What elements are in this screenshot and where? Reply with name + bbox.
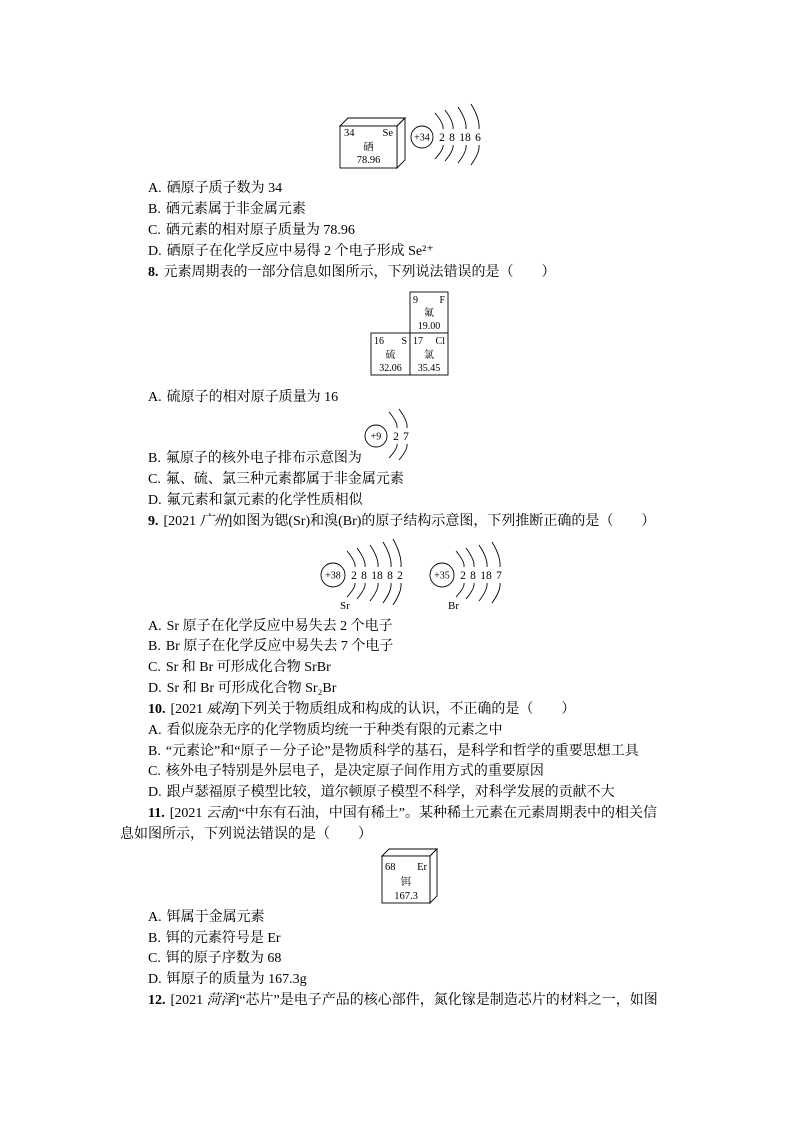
element-name: 氯	[424, 350, 434, 361]
q10-stem	[148, 699, 575, 720]
shell-electron-count: 8	[361, 570, 367, 582]
option-text: 跟卢瑟福原子模型比较，道尔顿原子模型不科学，对科学发展的贡献不大	[166, 785, 615, 800]
shell-electron-count: 8	[470, 570, 476, 582]
q8-option-c	[148, 469, 404, 490]
selenium-atom-diagram	[400, 95, 490, 180]
q11-stem-line2	[120, 824, 372, 845]
q7-option-b	[148, 199, 306, 220]
strontium-label: Sr	[340, 600, 350, 612]
option-label: C.	[148, 951, 161, 966]
option-text: 硒原子质子数为 34	[166, 181, 283, 196]
source-place: 菏泽	[206, 993, 235, 1008]
shell-electron-count: 18	[371, 570, 383, 582]
element-name: 硒	[363, 142, 374, 153]
question-stem: ]如图为锶(Sr)和溴(Br)的原子结构示意图，下列推断正确的是（ ）	[227, 514, 656, 529]
card-top-face	[340, 118, 405, 126]
q11-stem-line1	[148, 803, 657, 824]
option-text: Br 原子在化学反应中易失去 7 个电子	[165, 639, 394, 654]
option-label: C.	[148, 660, 161, 675]
source-prefix: [2021	[163, 514, 200, 529]
option-text: Sr 和 Br 可形成化合物 SrBr	[165, 660, 331, 675]
element-symbol: F	[439, 295, 445, 306]
periodic-table-fragment	[368, 289, 452, 379]
q10-option-a	[148, 720, 503, 741]
q8-option-b	[148, 448, 362, 469]
element-symbol: Cl	[435, 336, 445, 347]
q9-stem	[148, 511, 655, 532]
option-text: 看似庞杂无序的化学物质均统一于种类有限的元素之中	[166, 723, 503, 738]
option-text: Sr 和 Br 可形成化合物 Sr₂Br	[166, 681, 337, 696]
question-stem-continued: 息如图所示，下列说法错误的是（ ）	[120, 827, 372, 842]
option-label: B.	[148, 931, 161, 946]
shell-electron-count: 2	[439, 132, 445, 144]
question-number: 9.	[148, 514, 159, 529]
source-place: 广州	[199, 514, 228, 529]
nucleus-charge: +35	[434, 570, 450, 582]
element-name: 氟	[424, 308, 434, 319]
option-text: 核外电子特别是外层电子，是决定原子间作用方式的重要原因	[165, 764, 544, 779]
option-text: 铒的元素符号是 Er	[165, 931, 281, 946]
nucleus-charge: +34	[414, 132, 430, 144]
option-text: 硫原子的相对原子质量为 16	[166, 390, 339, 405]
q10-option-c	[148, 761, 544, 782]
q7-option-c	[148, 220, 355, 241]
atomic-mass: 19.00	[417, 321, 441, 332]
option-label: A.	[148, 619, 162, 634]
option-label: A.	[148, 723, 162, 738]
option-text: 氟元素和氯元素的化学性质相似	[166, 493, 363, 508]
atomic-number: 9	[413, 295, 418, 306]
element-name: 铒	[400, 877, 412, 888]
shell-electron-count: 8	[387, 570, 393, 582]
element-cell-fluorine	[410, 292, 448, 333]
shell-electron-count: 7	[496, 570, 502, 582]
source-place: 云南	[205, 806, 234, 821]
option-label: D.	[148, 972, 162, 987]
q10-option-b	[148, 741, 639, 762]
shell-electron-count: 18	[459, 132, 471, 144]
fluorine-atom-diagram	[355, 405, 420, 467]
atomic-mass: 32.06	[379, 363, 402, 374]
option-text: 铒原子的质量为 167.3g	[166, 972, 307, 987]
card-side-face	[430, 849, 437, 903]
source-place: 威海	[206, 702, 235, 717]
atomic-mass: 167.3	[394, 891, 418, 902]
q8-option-a	[148, 387, 338, 408]
option-label: C.	[148, 764, 161, 779]
question-stem: 元素周期表的一部分信息如图所示，下列说法错误的是（ ）	[163, 265, 556, 280]
option-label: B.	[148, 744, 161, 759]
card-top-face	[382, 849, 437, 856]
question-stem: ]“中东有石油，中国有稀土”。某种稀土元素在元素周期表中的相关信	[233, 806, 657, 821]
source-prefix: [2021	[170, 702, 207, 717]
q11-option-a	[148, 907, 265, 928]
question-stem: ]下列关于物质组成和构成的认识，不正确的是（ ）	[234, 702, 576, 717]
nucleus-charge: +9	[370, 431, 382, 443]
bromine-label: Br	[448, 600, 459, 612]
option-label: A.	[148, 390, 162, 405]
question-number: 8.	[148, 265, 159, 280]
option-label: C.	[148, 472, 161, 487]
element-symbol: Se	[382, 128, 393, 139]
q11-option-d	[148, 969, 307, 990]
q8-option-d	[148, 490, 363, 511]
option-text: “元素论”和“原子－分子论”是物质科学的基石，是科学和哲学的重要思想工具	[165, 744, 639, 759]
q11-option-b	[148, 928, 281, 949]
source-prefix: [2021	[170, 993, 207, 1008]
q9-option-c	[148, 657, 331, 678]
option-text: 氟、硫、氯三种元素都属于非金属元素	[165, 472, 404, 487]
option-label: A.	[148, 181, 162, 196]
element-cell-sulfur	[371, 333, 410, 375]
question-number: 12.	[148, 993, 166, 1008]
atomic-number: 17	[413, 336, 423, 347]
atomic-number: 34	[344, 128, 355, 139]
atomic-mass: 35.45	[417, 363, 441, 374]
atomic-mass: 78.96	[356, 155, 381, 166]
option-text: 氟原子的核外电子排布示意图为	[165, 451, 362, 466]
shell-electron-count: 18	[480, 570, 492, 582]
element-name: 硫	[385, 350, 396, 361]
shell-electron-count: 8	[449, 132, 455, 144]
atomic-number: 16	[374, 336, 384, 347]
shell-electron-count: 2	[351, 570, 357, 582]
nucleus-charge: +38	[325, 570, 341, 582]
option-label: D.	[148, 244, 162, 259]
option-text: 铒属于金属元素	[166, 910, 265, 925]
element-symbol: S	[401, 336, 407, 347]
option-label: A.	[148, 910, 162, 925]
q12-stem	[148, 990, 658, 1011]
shell-electron-count: 2	[397, 570, 403, 582]
q9-option-a	[148, 616, 393, 637]
question-number: 11.	[148, 806, 165, 821]
bromine-atom-diagram	[418, 532, 508, 614]
q8-stem	[148, 262, 556, 283]
erbium-element-card	[378, 843, 442, 907]
option-text: 硒元素的相对原子质量为 78.96	[165, 223, 355, 238]
option-text: 铒的原子序数为 68	[165, 951, 282, 966]
source-prefix: [2021	[169, 806, 206, 821]
q9-option-d	[148, 678, 336, 699]
q7-option-a	[148, 178, 282, 199]
shell-electron-count: 6	[475, 132, 481, 144]
option-text: 硒元素属于非金属元素	[165, 202, 306, 217]
q11-option-c	[148, 948, 281, 969]
atomic-number: 68	[385, 862, 396, 873]
option-label: D.	[148, 785, 162, 800]
question-number: 10.	[148, 702, 166, 717]
option-text: Sr 原子在化学反应中易失去 2 个电子	[166, 619, 393, 634]
option-label: D.	[148, 493, 162, 508]
shell-electron-count: 2	[393, 431, 399, 443]
shell-electron-count: 7	[403, 431, 409, 443]
shell-electron-count: 2	[460, 570, 466, 582]
question-stem: ]“芯片”是电子产品的核心部件，氮化镓是制造芯片的材料之一，如图	[234, 993, 658, 1008]
option-label: B.	[148, 202, 161, 217]
option-label: B.	[148, 451, 161, 466]
q7-option-d	[148, 241, 434, 262]
option-label: C.	[148, 223, 161, 238]
option-label: D.	[148, 681, 162, 696]
selenium-element-card	[336, 112, 410, 174]
q10-option-d	[148, 782, 615, 803]
q9-option-b	[148, 636, 393, 657]
element-cell-chlorine	[410, 333, 448, 375]
strontium-atom-diagram	[310, 532, 410, 614]
element-symbol: Er	[417, 862, 427, 873]
option-text: 硒原子在化学反应中易得 2 个电子形成 Se²⁺	[166, 244, 434, 259]
option-label: B.	[148, 639, 161, 654]
